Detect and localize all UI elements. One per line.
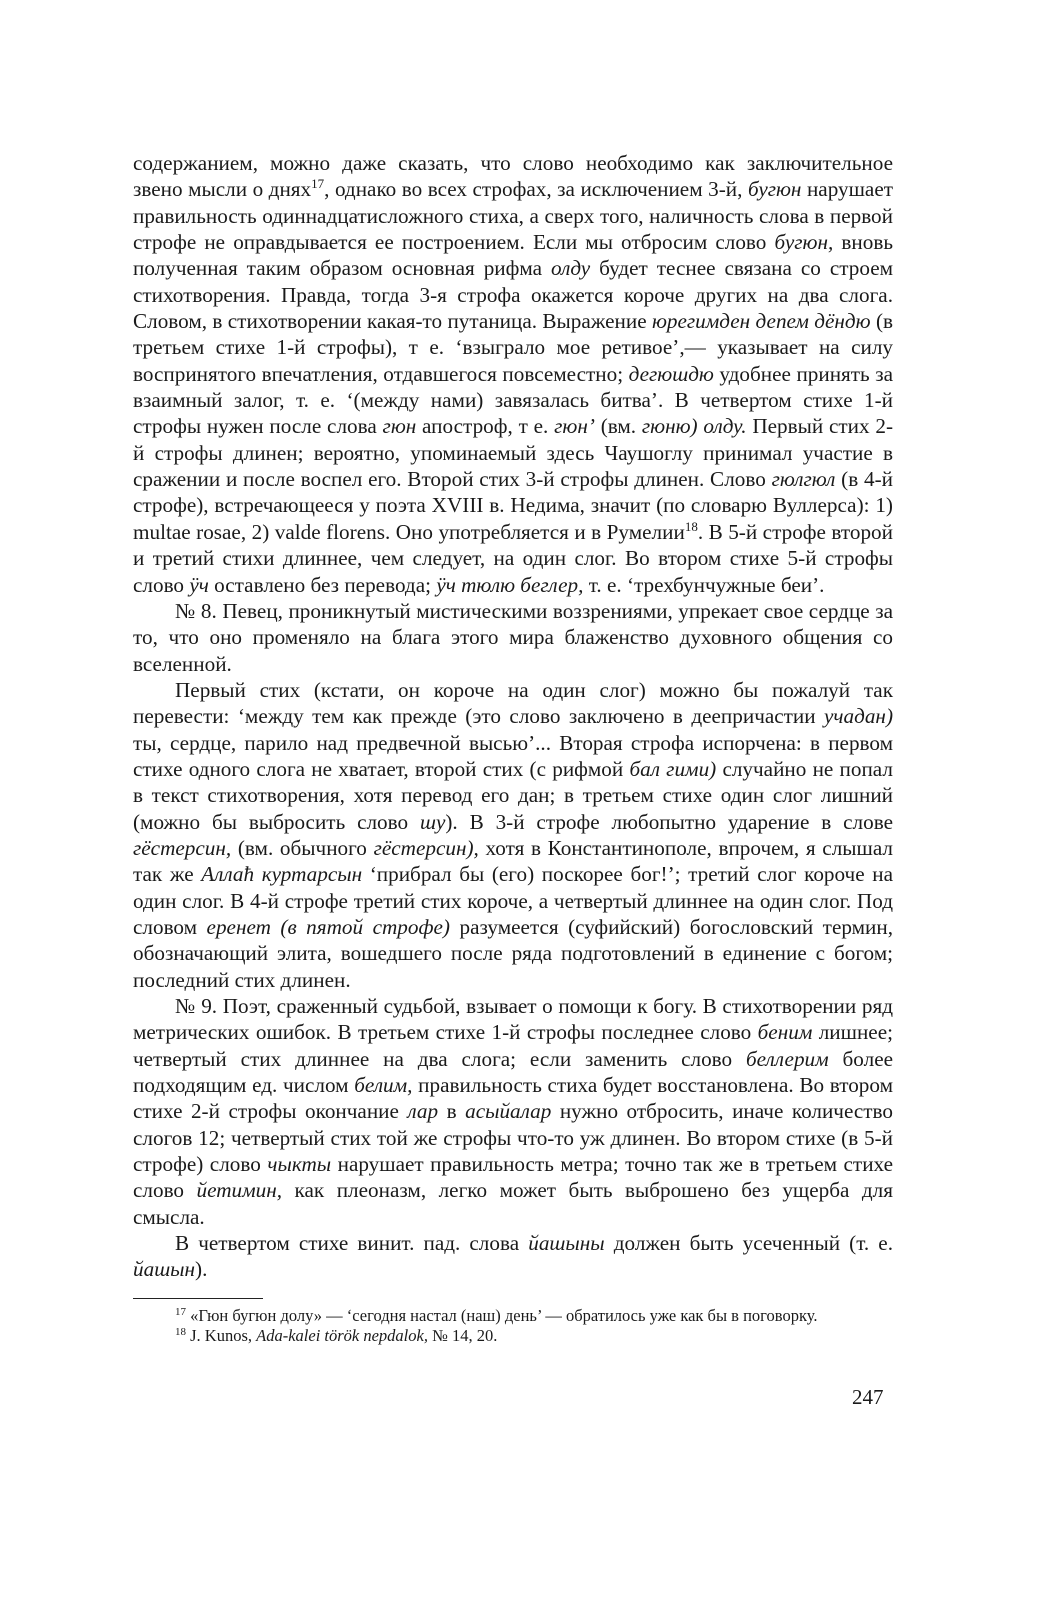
page-number: 247 bbox=[852, 1385, 884, 1409]
italic-term: бугюн bbox=[747, 177, 802, 202]
italic-term: беллерим bbox=[746, 1046, 829, 1071]
paragraph-3 bbox=[133, 677, 893, 993]
text-run: , однако во всех строфах, за исключением 3-й, bbox=[324, 177, 748, 202]
footnote-number: 17 bbox=[175, 1305, 186, 1318]
italic-term: беним bbox=[757, 1020, 813, 1045]
italic-term: асыйалар bbox=[465, 1099, 552, 1124]
italic-term: еренет (в пятой строфе) bbox=[206, 914, 450, 939]
italic-term: юрегимден депем дёндю bbox=[651, 309, 871, 334]
text-run: правильность стиха будет восстановлена. Во втором стихе 2-й строфы окончание bbox=[133, 1073, 893, 1124]
text-run: (вм. обычного bbox=[231, 835, 374, 860]
text-run: апостроф, т е. bbox=[416, 414, 555, 439]
footnote-number: 18 bbox=[175, 1325, 186, 1338]
text-run: «Гюн бугюн долу» — ‘сегодня настал (наш) день’ — обратилось уже как бы в поговорку. bbox=[186, 1306, 818, 1325]
text-run: № 9. Поэт, сраженный судьбой, взывает о помощи к богу. В стихотворении ряд метрических ошибок. В третьем стихе 1-й строфы последнее слово bbox=[133, 994, 893, 1045]
text-run: (в третьем стихе 1-й строфы), т е. ‘взыграло мое ретивое’,— указывает на силу воспринятого впечатления, отдавшегося повсеместно; bbox=[133, 309, 894, 386]
text-run: вновь полученная таким образом основная рифма bbox=[133, 230, 894, 281]
footnote-18 bbox=[133, 1326, 893, 1346]
text-run: случайно не попал в текст стихотворения, хотя перевод его дан; в третьем стихе один слог лишний (можно бы выбросить слово bbox=[133, 756, 893, 834]
text-run: (в 4-й строфе), встречающееся у поэта XVIII в. Недима, значит (по словарю Вуллерса): 1) multae rosae, 2) valde florens. Оно употребляется и в Румелии bbox=[133, 467, 893, 544]
text-run: хотя в Константинополе, впрочем, я слышал так же bbox=[133, 835, 893, 887]
italic-term: гюню) олду. bbox=[641, 414, 747, 439]
italic-term: бугюн, bbox=[774, 230, 834, 255]
paragraph-4 bbox=[133, 993, 893, 1230]
text-run: т. е. ‘трехбунчужные беи’. bbox=[583, 572, 825, 597]
text-run: ‘прибрал бы (его) поскорее бог!’; третий слог короче на один слог. В 4-й строфе третий стих короче, а четвертый длиннее на один слог. Под словом bbox=[133, 862, 893, 939]
text-run: более подходящим ед. числом bbox=[133, 1046, 893, 1098]
text-run: оставлено без перевода; bbox=[208, 572, 437, 597]
italic-term: Ada-kalei török nepdalok, bbox=[256, 1326, 428, 1345]
footnote-text bbox=[186, 1326, 497, 1345]
italic-term: йашыны bbox=[528, 1231, 605, 1256]
text-run: удобнее принять за взаимный залог, т. е. ‘(между нами) завязалась битва’. В четвертом стихе 1-й строфы нужен после слова bbox=[133, 361, 894, 439]
text-run: ты, сердце, парило над предвечной высью’... Вторая строфа испорчена: в первом стихе одного слога не хватает, второй стих (с рифмой bbox=[133, 730, 893, 781]
text-run: (вм. bbox=[594, 414, 642, 439]
italic-term: йашын bbox=[133, 1257, 196, 1282]
italic-term: чыкты bbox=[267, 1152, 332, 1177]
italic-term: бал гими) bbox=[629, 756, 717, 781]
paragraph-5 bbox=[133, 1230, 893, 1283]
text-run: разумеется (суфийский) богословский термин, обозначающий элита, вошедшего после ряда подготовлений в единение с богом; последний стих длинен. bbox=[133, 914, 894, 992]
text-run: будет теснее связана со строем стихотворения. Правда, тогда 3-я строфа окажется короче других на два слога. Словом, в стихотворении какая-то путаница. Выражение bbox=[133, 256, 893, 334]
italic-term: ӱч тюлю беглер, bbox=[436, 572, 584, 597]
footnote-ref: 18 bbox=[684, 518, 698, 534]
text-run: Первый стих (кстати, он короче на один слог) можно бы пожалуй так перевести: ‘между тем как прежде (это слово заключено в деепричастии bbox=[133, 677, 893, 729]
text-run: как плеоназм, легко может быть выброшено без ущерба для смысла. bbox=[133, 1178, 893, 1229]
footnote-text bbox=[186, 1306, 817, 1325]
text-run: содержанием, можно даже сказать, что слово необходимо как заключительное звено мысли о днях bbox=[133, 151, 893, 202]
italic-term: лар bbox=[407, 1099, 439, 1124]
text-run: в bbox=[438, 1099, 466, 1124]
text-run: нарушает правильность метра; точно так же в третьем стихе слово bbox=[133, 1152, 894, 1203]
page-body bbox=[133, 150, 893, 1283]
paragraph-2 bbox=[133, 598, 893, 677]
italic-term: гёстерсин), bbox=[373, 835, 479, 860]
text-run: В четвертом стихе винит. пад. слова bbox=[175, 1231, 529, 1256]
italic-term: гюн bbox=[382, 414, 417, 439]
footnote-divider bbox=[133, 1298, 263, 1299]
text-run: J. Kunos, bbox=[186, 1326, 257, 1345]
text-run: ). В 3-й строфе любопытно ударение в слове bbox=[445, 809, 893, 834]
footnote-17 bbox=[133, 1306, 893, 1326]
italic-term: Аллаћ куртарсын bbox=[201, 862, 363, 887]
italic-term: дегюшдю bbox=[628, 361, 714, 386]
italic-term: олду bbox=[551, 256, 591, 281]
italic-term: шу bbox=[419, 809, 446, 834]
text-run: должен быть усеченный (т. е. bbox=[604, 1231, 893, 1256]
italic-term: гюн’ bbox=[554, 414, 595, 439]
text-run: Первый стих 2-й строфы длинен; вероятно, упоминаемый здесь Чаушоглу принимал участие в сражении и после воспел его. Второй стих 3-й строфы длинен. Слово bbox=[133, 414, 894, 492]
text-run: № 14, 20. bbox=[427, 1326, 498, 1345]
text-run: . В 5-й строфе второй и третий стихи длиннее, чем следует, на один слог. Во втором стихе 5-й строфы слово bbox=[133, 519, 893, 597]
paragraph-1 bbox=[133, 150, 893, 598]
text-run: № 8. Певец, проникнутый мистическими воззрениями, упрекает свое сердце за то, что оно променяло на блага этого мира блаженство духовного общения со вселенной. bbox=[133, 598, 893, 676]
italic-term: гюлгюл bbox=[771, 467, 836, 492]
footnote-ref: 17 bbox=[311, 176, 325, 192]
italic-term: белим, bbox=[354, 1073, 413, 1098]
text-run: нужно отбросить, иначе количество слогов 12; четвертый стих той же строфы что-то уж длинен. Во втором стихе (в 5-й строфе) слово bbox=[133, 1099, 893, 1177]
italic-term: учадан) bbox=[824, 704, 893, 729]
italic-term: ӱч bbox=[189, 572, 209, 597]
text-run: нарушает правильность одиннадцатисложного стиха, а сверх того, наличность слова в первой строфе не оправдывается ее построением. Если мы отбросим слово bbox=[133, 177, 893, 255]
text-run: лишнее; четвертый стих длиннее на два слога; если заменить слово bbox=[133, 1020, 893, 1071]
footnotes bbox=[133, 1306, 893, 1346]
text-run: ). bbox=[195, 1257, 208, 1282]
italic-term: йетимин, bbox=[196, 1178, 283, 1203]
italic-term: гёстерсин, bbox=[133, 835, 232, 860]
